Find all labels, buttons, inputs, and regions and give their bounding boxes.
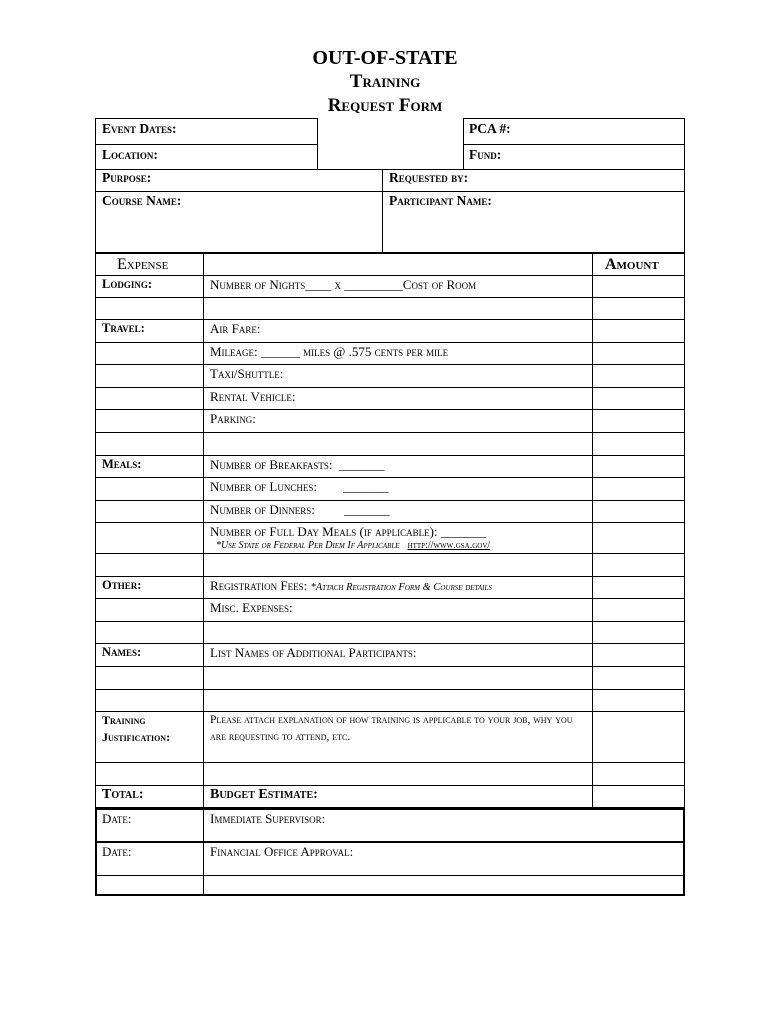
meals-label: Meals: xyxy=(102,457,142,471)
row-line xyxy=(95,598,685,599)
row-line xyxy=(95,275,685,276)
registration-text: Registration Fees: xyxy=(210,578,308,593)
justification-text: Please attach explanation of how training is applicable to your job, why you are requesting to attend, etc. xyxy=(210,714,573,743)
row-line xyxy=(95,666,685,667)
title-line-2: Training xyxy=(349,71,421,92)
event-dates-label: Event Dates: xyxy=(102,121,177,136)
row-line xyxy=(95,455,685,456)
taxi-text: Taxi/Shuttle: xyxy=(210,366,284,381)
form-title xyxy=(0,48,770,120)
total-label: Total: xyxy=(102,787,144,802)
air-fare-text: Air Fare: xyxy=(210,321,261,336)
divider xyxy=(95,144,318,145)
amount-header: Amount xyxy=(605,256,659,273)
travel-label: Travel: xyxy=(102,321,145,335)
names-label: Names: xyxy=(102,645,142,659)
row-line xyxy=(95,689,685,690)
row-line xyxy=(95,841,685,843)
divider xyxy=(95,191,685,192)
row-line xyxy=(95,643,685,644)
row-line xyxy=(95,500,685,501)
purpose-label: Purpose: xyxy=(102,170,152,185)
row-line xyxy=(95,477,685,478)
row-line xyxy=(95,297,685,298)
row-line xyxy=(95,342,685,343)
date-label-1: Date: xyxy=(102,811,132,826)
per-diem-note xyxy=(216,540,490,551)
row-line xyxy=(95,319,685,320)
row-line xyxy=(95,762,685,763)
justification-label: Justification: xyxy=(102,730,171,744)
budget-estimate-label: Budget Estimate: xyxy=(210,787,318,802)
financial-approval-label: Financial Office Approval: xyxy=(210,844,354,859)
supervisor-label: Immediate Supervisor: xyxy=(210,811,326,826)
parking-text: Parking: xyxy=(210,411,256,426)
row-line xyxy=(95,409,685,410)
mileage-text: Mileage: ______ miles @ .575 cents per mile xyxy=(210,344,449,359)
divider xyxy=(382,169,383,253)
row-line xyxy=(95,432,685,433)
breakfasts-text: Number of Breakfasts: _______ xyxy=(210,457,385,472)
row-line xyxy=(95,785,685,786)
full-day-meals-text: Number of Full Day Meals (if applicable): _______ xyxy=(210,524,487,539)
row-line xyxy=(95,522,685,523)
divider xyxy=(463,144,685,145)
other-label: Other: xyxy=(102,578,142,592)
misc-text: Misc. Expenses: xyxy=(210,600,293,615)
participant-name-label: Participant Name: xyxy=(389,193,492,208)
row-line xyxy=(95,553,685,554)
training-label: Training xyxy=(102,713,146,727)
lodging-label: Lodging: xyxy=(102,277,153,291)
row-line xyxy=(95,364,685,365)
registration-row xyxy=(210,578,492,594)
title-line-3: Request Form xyxy=(327,95,443,116)
column-divider xyxy=(203,808,204,896)
names-text: List Names of Additional Participants: xyxy=(210,645,417,660)
rental-text: Rental Vehicle: xyxy=(210,389,296,404)
lodging-text: Number of Nights____ x _________Cost of Room xyxy=(210,277,477,292)
per-diem-note-text: *Use State or Federal Per Diem If Applicable xyxy=(216,540,400,551)
requested-by-label: Requested by: xyxy=(389,170,469,185)
row-line xyxy=(95,576,685,577)
approval-section xyxy=(95,808,685,896)
row-line xyxy=(95,875,685,876)
location-label: Location: xyxy=(102,147,158,162)
title-line-1: OUT-OF-STATE xyxy=(312,47,458,69)
per-diem-link[interactable]: http://www.gsa.gov/ xyxy=(407,540,491,551)
pca-label: PCA #: xyxy=(469,121,511,136)
registration-note: *Attach Registration Form & Course details xyxy=(310,582,492,593)
column-divider xyxy=(203,253,204,808)
lunches-text: Number of Lunches: _______ xyxy=(210,479,389,494)
expense-header: Expense xyxy=(117,256,169,273)
fund-label: Fund: xyxy=(469,147,502,162)
row-line xyxy=(95,621,685,622)
date-label-2: Date: xyxy=(102,844,132,859)
course-name-label: Course Name: xyxy=(102,193,182,208)
dinners-text: Number of Dinners: _______ xyxy=(210,502,390,517)
column-divider xyxy=(592,253,593,808)
row-line xyxy=(95,387,685,388)
